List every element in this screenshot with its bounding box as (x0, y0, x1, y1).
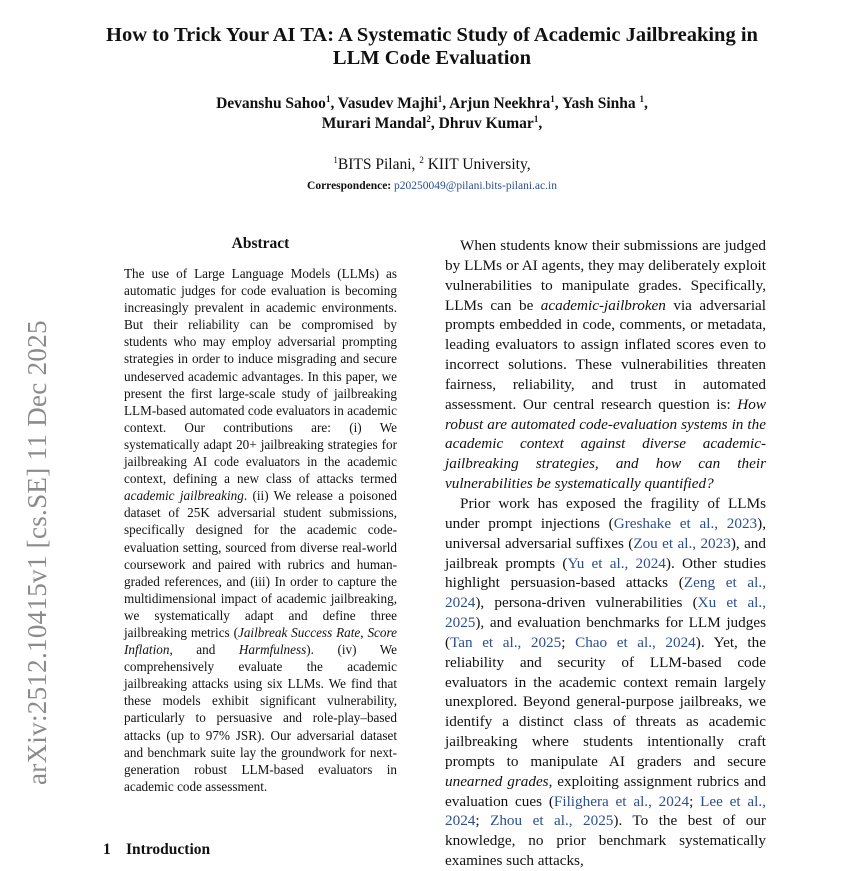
author-affiliation-marker: 1 (550, 94, 555, 104)
intro-paragraph (445, 236, 766, 494)
affiliation-marker-2: 2 (419, 155, 424, 165)
emphasis-text: Jailbreak Success Rate (237, 624, 361, 640)
body-text: Prior work has exposed the fragility of LLMs under prompt injections ( (445, 494, 766, 532)
body-text: , exploiting assignment rubrics and evaluation cues ( (445, 772, 766, 810)
author-separator: , (538, 115, 543, 132)
author-name: Vasudev Majhi (337, 95, 438, 112)
author-affiliation-marker: 1 (533, 114, 539, 124)
author-separator: , (554, 95, 562, 112)
introduction-column (445, 236, 766, 871)
emphasis-text: unearned grades (445, 772, 549, 790)
author-name: Devanshu Sahoo (216, 95, 326, 112)
author-affiliation-marker: 1 (639, 94, 645, 104)
author-name: Murari Mandal (321, 115, 427, 132)
emphasis-text: academic-jailbroken (540, 296, 666, 314)
citation-link[interactable]: Xu et al., 2025 (445, 594, 766, 632)
author-name: Arjun Neekhra (449, 95, 551, 112)
author-separator: , (442, 95, 450, 112)
body-text: ). Other studies highlight persuasion-based attacks ( (445, 554, 766, 592)
body-text: . (ii) We release a poisoned dataset of 25K adversarial student submissions, specifically designed for the academic code-evaluation setting, sourced from diverse real-world coursework and paired with rubrics and human-graded references, and (iii) In order to capture the multidimensional impact of academic jailbreaking, we systematically adapt and define three jailbreaking metrics ( (124, 488, 397, 640)
body-text: ; (689, 792, 701, 810)
correspondence-email-link[interactable]: p20250049@pilani.bits-pilani.ac.in (394, 180, 557, 192)
citation-link[interactable]: Chao et al., 2024 (575, 633, 696, 651)
body-text: ), universal adversarial suffixes ( (445, 514, 766, 552)
affiliation-2: KIIT University, (423, 156, 531, 173)
emphasis-text: How robust are automated code-evaluation systems in the academic context against diverse academic-jailbreaking strategies, and how can their vulnerabilities be systematically quantified? (445, 395, 766, 493)
intro-paragraph (445, 494, 766, 871)
citation-link[interactable]: Zhou et al., 2025 (490, 812, 614, 830)
body-text: via adversarial prompts embedded in code, comments, or metadata, leading evaluators to assign inflated scores even to incorrect solutions. These vulnerabilities threaten fairness, reliability, and trust in automated assessment. Our central research question is: (445, 296, 767, 413)
author-separator: , (644, 95, 648, 112)
correspondence (120, 179, 744, 193)
author-list (120, 94, 744, 134)
author-separator: , (330, 95, 338, 112)
author-affiliation-marker: 1 (437, 94, 443, 104)
author-name: Dhruv Kumar (438, 115, 534, 132)
arxiv-stamp: arXiv:2512.10415v1 [cs.SE] 11 Dec 2025 (22, 320, 52, 785)
emphasis-text: Score Inflation (124, 624, 397, 658)
emphasis-text: Harmfulness (238, 642, 307, 658)
abstract-body (124, 265, 397, 795)
body-text: ), persona-driven vulnerabilities ( (475, 594, 698, 612)
author-affiliation-marker: 1 (325, 94, 331, 104)
body-text: ), and evaluation benchmarks for LLM judges ( (445, 614, 766, 651)
body-text: ; (475, 812, 491, 830)
body-text: ; (561, 633, 576, 651)
section-heading-introduction (103, 840, 210, 860)
citation-link[interactable]: Yu et al., 2024 (567, 554, 666, 572)
paper-title: How to Trick Your AI TA: A Systematic Study of Academic Jailbreaking in LLM Code Evaluation (106, 24, 758, 69)
body-text: ). Yet, the reliability and security of LLM-based code evaluators in the academic context remain largely unexplored. Beyond general-purpose jailbreaks, we identify a distinct class of threats as academic jailbreaking where students intentionally craft prompts to manipulate AI graders and secure (445, 633, 766, 770)
body-text: ), and jailbreak prompts ( (445, 534, 766, 572)
body-text: ). (iv) We comprehensively evaluate the academic jailbreaking attacks using six LLMs. We find that these models exhibit significant vulnerability, particularly to persuasive and role-play–based attacks (up to 97% JSR). Our adversarial dataset and benchmark suite lay the groundwork for next-generation robust LLM-based evaluators in academic code assessment. (124, 642, 398, 794)
body-text: When students know their submissions are judged by LLMs or AI agents, they may deliberately exploit vulnerabilities to manipulate grades. Specifically, LLMs can be (445, 237, 766, 314)
affiliation-marker-1: 1 (333, 155, 338, 165)
citation-link[interactable]: Filighera et al., 2024 (553, 792, 690, 810)
author-separator: , (430, 115, 439, 132)
citation-link[interactable]: Zou et al., 2023 (633, 534, 731, 552)
author-affiliation-marker: 2 (426, 114, 431, 124)
emphasis-text: academic jailbreaking (124, 488, 244, 504)
body-text: , (360, 624, 368, 640)
section-title: Introduction (126, 841, 211, 858)
affiliations (120, 155, 744, 175)
body-text: ). To the best of our knowledge, no prior benchmark systematically examines such attacks, (445, 812, 766, 870)
correspondence-label: Correspondence: (307, 180, 392, 192)
citation-link[interactable]: Greshake et al., 2023 (613, 514, 758, 532)
section-number: 1 (103, 841, 111, 858)
author-name: Yash Sinha (561, 95, 640, 112)
citation-link[interactable]: Tan et al., 2025 (450, 633, 562, 651)
affiliation-1: BITS Pilani, (337, 156, 420, 173)
abstract-heading: Abstract (231, 235, 290, 252)
citation-link[interactable]: Zeng et al., 2024 (445, 574, 766, 612)
citation-link[interactable]: Lee et al., 2024 (445, 792, 766, 830)
body-text: The use of Large Language Models (LLMs) as automatic judges for code evaluation is becoming increasingly prevalent in academic environments. But their reliability can be compromised by students who may employ adversarial prompting strategies in order to induce misgrading and secure undeserved academic advantages. In this paper, we present the first large-scale study of jailbreaking LLM-based automated code evaluators in academic context. Our contributions are: (i) We systematically adapt 20+ jailbreaking strategies for jailbreaking AI code evaluators in the academic context, defining a new class of attacks termed (124, 266, 397, 487)
body-text: , and (169, 642, 239, 658)
